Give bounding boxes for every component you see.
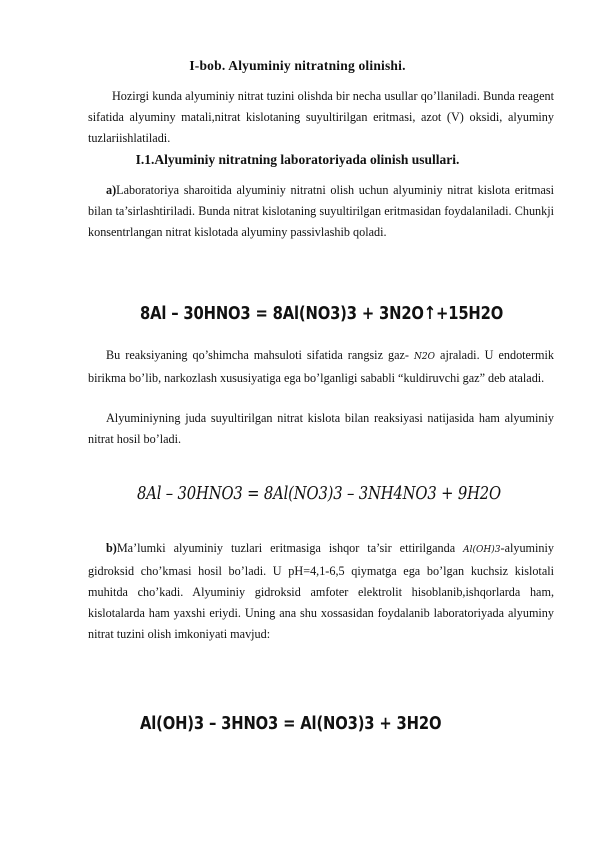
formula-1 [140, 303, 503, 324]
paragraph-a-label: a) [106, 183, 117, 197]
paragraph-b [88, 538, 554, 645]
paragraph-b-text-after: -alyuminiy gidroksid cho’kmasi hosil bo’ladi. U pH=4,1-6,5 qiymatga ega bo’lgan kuchsiz kislotali muhitda cho’kadi. Alyuminiy gidroksid amfoter elektrolit hisoblanib,ishqorlarda ham, kislotalarda ham yaxshi eriydi. Uning ana shu xossasidan foydalanib laboratoriyada alyuminy nitrat tuzini olish imkoniyati mavjud: [88, 541, 554, 641]
paragraph-b-text-before: Ma’lumki alyuminiy tuzlari eritmasiga ishqor ta’sir ettirilganda [116, 541, 456, 555]
formula-3-text: Al(OH)3 – 3HNO3 = Al(NO3)3 + 3H2O [140, 713, 442, 734]
formula-3 [140, 713, 441, 734]
formula-2-text: 8Al – 30HNO3 = 8Al(NO3)3 – 3NH4NO3 + 9H2O [137, 483, 501, 504]
section-title: I.1.Alyuminiy nitratning laboratoriyada olinish usullari. [135, 152, 460, 167]
paragraph-a [88, 180, 554, 243]
paragraph-n2o [88, 345, 554, 389]
paragraph-n2o-text-after: ajraladi. U endotermik birikma bo’lib, narkozlash xususiyatiga ega bo’lganligi sababli “kuldiruvchi gaz” deb ataladi. [88, 348, 554, 385]
chapter-title: I-bob. Alyuminiy nitratning olinishi. [189, 58, 406, 73]
formula-2 [137, 483, 501, 504]
intro-paragraph: Hozirgi kunda alyuminiy nitrat tuzini olishda bir necha usullar qo’llaniladi. Bunda reagent sifatida alyuminy matali,nitrat kislotaning suyultirilgan eritmasi, azot (V) oksidi, alyuminy tuzlariishlatiladi. [88, 89, 554, 145]
paragraph-a-text: Laboratoriya sharoitida alyuminiy nitratni olish uchun alyuminiy nitrat kislota eritmasi bilan ta’sirlashtiriladi. Bunda nitrat kislotaning suyultirilgan eritmasidan foydalaniladi. Chunkji konsentrlangan nitrat kislotada alyuminy passivlashib qoladi. [88, 183, 554, 239]
paragraph-b-label: b) [106, 541, 117, 555]
paragraph-n2o-text-before: Bu reaksiyaning qo’shimcha mahsuloti sifatida rangsiz gaz- [106, 348, 409, 362]
formula-1-text: 8Al – 30HNO3 = 8Al(NO3)3 + 3N2O↑+15H2O [140, 303, 504, 324]
inline-formula-n2o: N2O [414, 352, 435, 362]
paragraph-dilute: Alyuminiyning juda suyultirilgan nitrat kislota bilan reaksiyasi natijasida ham alyuminiy nitrat hosil bo’ladi. [88, 411, 554, 446]
inline-formula-aloh3: Al(OH)3 [463, 545, 501, 555]
